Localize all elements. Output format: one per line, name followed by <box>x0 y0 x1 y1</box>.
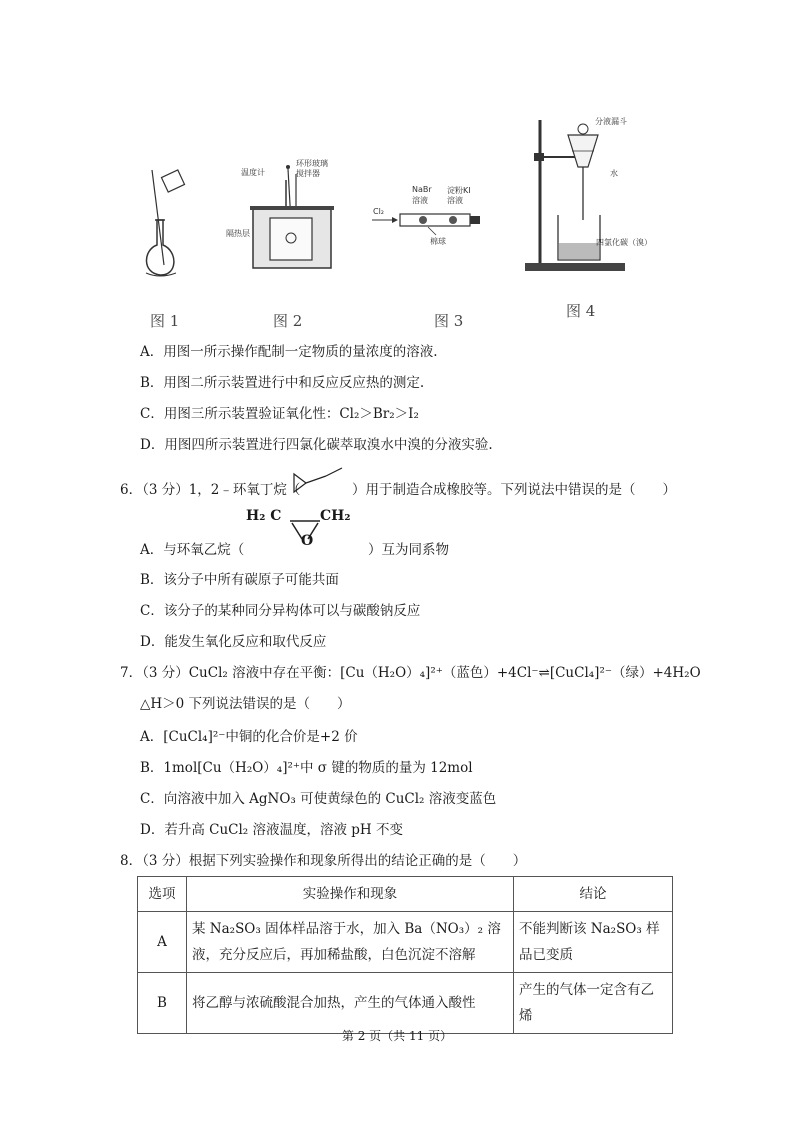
figure-3-caption: 图 3 <box>434 312 464 330</box>
fig4-water-label: 水 <box>610 169 618 178</box>
q7-option-a: A．[CuCl₄]²⁻中铜的化合价是+2 价 <box>140 729 358 745</box>
q7-stem-line1: 7．（3 分）CuCl₂ 溶液中存在平衡：[Cu（H₂O）₄]²⁺（蓝色）+4Cl⁻⇌[CuCl₄]²⁻（绿）+4H₂O <box>120 665 701 681</box>
fig2-insulation-label: 隔热层 <box>226 229 250 238</box>
q6-option-b: B．该分子中所有碳原子可能共面 <box>140 572 339 588</box>
fig4-ccl4-label: 四氯化碳（溴） <box>596 238 652 247</box>
fig4-funnel-label: 分液漏斗 <box>595 117 627 126</box>
page-footer: 第 2 页（共 11 页） <box>341 1029 453 1043</box>
table-header-conclusion: 结论 <box>514 877 673 912</box>
table-cell-option: A <box>138 912 187 973</box>
fig2-thermometer-label: 温度计 <box>241 168 265 177</box>
figure-1-volumetric-flask <box>138 165 198 280</box>
q6-option-a-right: ）互为同系物 <box>368 542 449 558</box>
q5-option-d: D．用图四所示装置进行四氯化碳萃取溴水中溴的分液实验. <box>140 437 493 453</box>
figure-3-halogen-tube <box>368 205 488 245</box>
q6-option-d: D．能发生氧化反应和取代反应 <box>140 634 327 650</box>
fig3-nabr-label-2: 溶液 <box>412 196 428 205</box>
fig3-cotton-label: 棉球 <box>430 237 446 246</box>
fig3-ki-label-1: 淀粉KI <box>447 186 471 195</box>
epoxybutane-structure-icon <box>290 466 348 502</box>
table-cell-procedure: 将乙醇与浓硫酸混合加热，产生的气体通入酸性 <box>187 973 514 1034</box>
figure-2-caption: 图 2 <box>273 312 303 330</box>
q8-stem: 8．（3 分）根据下列实验操作和现象所得出的结论正确的是（ ） <box>120 853 527 869</box>
table-header-option: 选项 <box>138 877 187 912</box>
table-cell-option: B <box>138 973 187 1034</box>
table-row <box>138 912 673 973</box>
table-header-row <box>138 877 673 912</box>
q5-option-b: B．用图二所示装置进行中和反应反应热的测定. <box>140 375 425 391</box>
q6-stem-part-b: ）用于制造合成橡胶等。下列说法中错误的是（ ） <box>352 482 676 498</box>
figure-1-caption: 图 1 <box>150 312 180 330</box>
ethylene-oxide-structure <box>246 508 366 552</box>
q6-option-a-left: A．与环氧乙烷（ <box>140 542 245 558</box>
fig2-stirrer-label-2: 搅拌器 <box>296 169 320 178</box>
fig2-stirrer-label-1: 环形玻璃 <box>296 159 328 168</box>
fig3-ki-label-2: 溶液 <box>447 196 463 205</box>
q8-options-table <box>137 876 673 1034</box>
table-header-procedure: 实验操作和现象 <box>187 877 514 912</box>
figure-4-separatory-funnel <box>520 115 630 275</box>
q6-stem-part-a: 6．（3 分）1，2﹣环氧丁烷（ <box>120 482 301 498</box>
q5-option-a: A．用图一所示操作配制一定物质的量浓度的溶液. <box>140 344 438 360</box>
formula-left-group: H₂ C <box>246 508 282 524</box>
q6-option-c: C．该分子的某种同分异构体可以与碳酸钠反应 <box>140 603 421 619</box>
table-cell-conclusion: 产生的气体一定含有乙烯 <box>514 973 673 1034</box>
formula-right-group: CH₂ <box>320 508 351 524</box>
q7-stem-line2: △H＞0 下列说法错误的是（ ） <box>140 696 351 712</box>
formula-oxygen: O <box>301 533 314 549</box>
fig3-nabr-label-1: NaBr <box>412 185 432 194</box>
table-cell-conclusion: 不能判断该 Na₂SO₃ 样品已变质 <box>514 912 673 973</box>
table-row <box>138 973 673 1034</box>
q7-option-b: B．1mol[Cu（H₂O）₄]²⁺中 σ 键的物质的量为 12mol <box>140 760 473 776</box>
figure-4-caption: 图 4 <box>566 302 596 320</box>
q7-option-d: D．若升高 CuCl₂ 溶液温度，溶液 pH 不变 <box>140 822 403 838</box>
q7-option-c: C．向溶液中加入 AgNO₃ 可使黄绿色的 CuCl₂ 溶液变蓝色 <box>140 791 497 807</box>
q5-option-c: C．用图三所示装置验证氧化性：Cl₂＞Br₂＞I₂ <box>140 406 419 422</box>
fig3-cl2-label: Cl₂ <box>373 207 385 216</box>
table-cell-procedure: 某 Na₂SO₃ 固体样品溶于水，加入 Ba（NO₃）₂ 溶液，充分反应后，再加稀盐酸，白色沉淀不溶解 <box>187 912 514 973</box>
